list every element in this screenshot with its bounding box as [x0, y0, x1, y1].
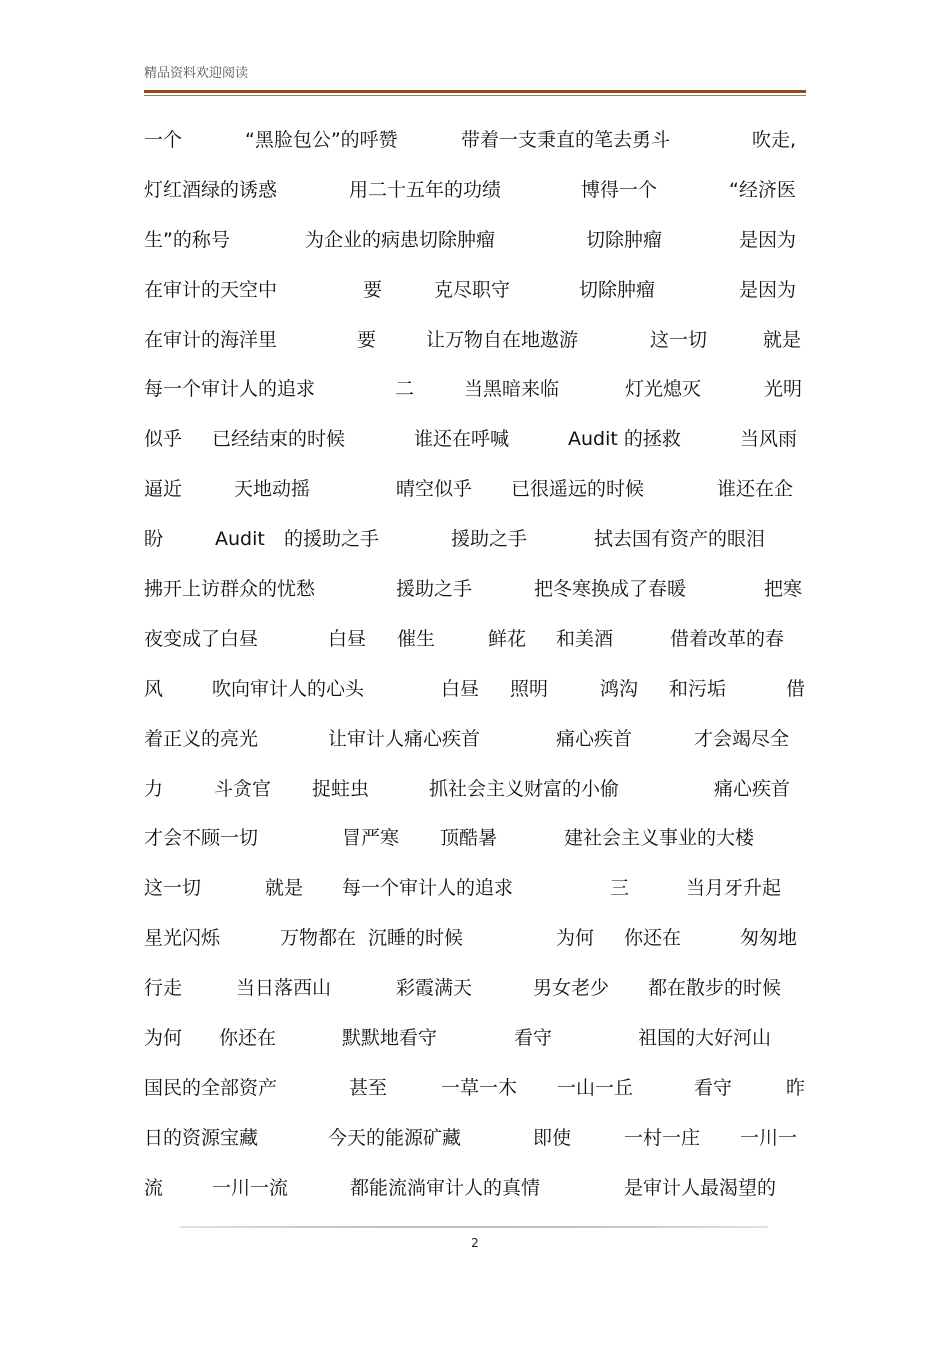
text-segment: 男女老少	[533, 977, 610, 1000]
text-segment: Audit	[215, 528, 265, 551]
text-segment: 这一切	[650, 328, 708, 351]
text-segment: 当月牙升起	[686, 877, 782, 900]
text-segment: 冒严寒	[342, 827, 400, 850]
text-segment: 援助之手	[451, 528, 528, 551]
header-rule-thin	[144, 95, 806, 96]
text-segment: 夜变成了白昼	[144, 627, 259, 650]
text-segment: 当黑暗来临	[464, 378, 560, 401]
text-line	[144, 316, 806, 366]
text-segment: 默默地看守	[342, 1027, 438, 1050]
text-segment: 一川一	[740, 1126, 798, 1149]
text-segment: 甚至	[349, 1076, 388, 1099]
text-segment: 你还在	[624, 927, 682, 950]
text-segment: 看守	[694, 1076, 733, 1099]
text-segment: 博得一个	[581, 178, 658, 201]
text-segment: 风	[144, 677, 164, 700]
text-segment: 生”的称号	[144, 228, 230, 251]
text-line	[144, 266, 806, 316]
text-segment: 二	[395, 378, 415, 401]
text-segment: 让审计人痛心疾首	[328, 727, 481, 750]
text-segment: 匆匆地	[740, 927, 798, 950]
text-segment: 灯红酒绿的诱惑	[144, 178, 278, 201]
text-segment: 看守	[514, 1027, 553, 1050]
text-segment: 灯光熄灭	[625, 378, 702, 401]
text-segment: 才会竭尽全	[694, 727, 790, 750]
footer-rule	[180, 1226, 768, 1228]
text-segment: 昨	[786, 1076, 806, 1099]
text-segment: 吹向审计人的心头	[212, 677, 365, 700]
text-segment: 三	[610, 877, 630, 900]
text-segment: 为企业的病患切除肿瘤	[305, 228, 496, 251]
text-segment: 让万物自在地遨游	[426, 328, 579, 351]
text-line	[144, 814, 806, 864]
text-segment: 逼近	[144, 478, 183, 501]
text-segment: 彩霞满天	[396, 977, 473, 1000]
text-segment: 照明	[510, 677, 549, 700]
text-segment: 痛心疾首	[556, 727, 633, 750]
text-segment: 是审计人最渴望的	[624, 1176, 777, 1199]
text-line	[144, 914, 806, 964]
text-segment: 光明	[764, 378, 803, 401]
text-segment: 斗贪官	[214, 777, 272, 800]
text-segment: 白昼	[328, 627, 367, 650]
text-segment: 就是	[265, 877, 304, 900]
text-segment: 日的资源宝藏	[144, 1126, 259, 1149]
text-segment: 一山一丘	[557, 1076, 634, 1099]
text-segment: 吹走,	[752, 129, 797, 151]
text-segment: 你还在	[219, 1027, 277, 1050]
text-segment: 谁还在企	[717, 478, 794, 501]
text-segment: 顶酷暑	[440, 827, 498, 850]
text-segment: 是因为	[739, 278, 797, 301]
text-segment: 已经结束的时候	[212, 428, 346, 451]
text-segment: 已很遥远的时候	[511, 478, 645, 501]
text-line	[144, 765, 806, 815]
text-segment: 盼	[144, 528, 164, 551]
text-segment: 每一个审计人的追求	[342, 877, 514, 900]
text-segment: 在审计的天空中	[144, 278, 278, 301]
text-segment: 援助之手	[396, 578, 473, 601]
text-line	[144, 166, 806, 216]
text-segment: 每一个审计人的追求	[144, 378, 316, 401]
text-segment: 借着改革的春	[670, 627, 785, 650]
text-segment: 建社会主义事业的大楼	[564, 827, 755, 850]
text-segment: 晴空似乎	[396, 478, 473, 501]
text-segment: 抓社会主义财富的小偷	[429, 777, 620, 800]
text-segment: 是因为	[739, 228, 797, 251]
text-segment: 痛心疾首	[714, 777, 791, 800]
text-segment: 今天的能源矿藏	[328, 1126, 462, 1149]
text-segment: “经济医	[729, 178, 796, 201]
text-segment: 祖国的大好河山	[638, 1027, 772, 1050]
text-segment: 当风雨	[740, 428, 798, 451]
text-segment: 一川一流	[212, 1176, 289, 1199]
text-segment: 带着一支秉直的笔去勇斗	[461, 129, 671, 151]
text-segment: 催生	[397, 627, 436, 650]
text-segment: 捉蛀虫	[312, 777, 370, 800]
text-segment: 一村一庄	[624, 1126, 701, 1149]
text-line	[144, 615, 806, 665]
text-segment: 为何	[144, 1027, 183, 1050]
text-line	[144, 864, 806, 914]
poem-body	[144, 116, 806, 1214]
text-segment: 都在散步的时候	[648, 977, 782, 1000]
text-line	[144, 515, 806, 565]
text-segment: 鲜花	[488, 627, 527, 650]
text-line	[144, 715, 806, 765]
text-line	[144, 116, 806, 166]
text-segment: 谁还在呼喊	[414, 428, 510, 451]
text-segment: 国民的全部资产	[144, 1076, 278, 1099]
text-segment: 才会不顾一切	[144, 827, 259, 850]
text-segment: 借	[786, 677, 806, 700]
text-segment: Audit 的拯救	[568, 428, 681, 451]
text-segment: 要	[357, 328, 377, 351]
text-segment: 一个	[144, 129, 183, 151]
text-segment: 切除肿瘤	[586, 228, 663, 251]
text-segment: 即使	[533, 1126, 572, 1149]
text-segment: 行走	[144, 977, 183, 1000]
text-segment: “黑脸包公”的呼赞	[245, 129, 398, 151]
text-line	[144, 465, 806, 515]
text-segment: 当日落西山	[236, 977, 332, 1000]
text-segment: 流	[144, 1176, 164, 1199]
text-line	[144, 1014, 806, 1064]
text-segment: 一草一木	[441, 1076, 518, 1099]
text-segment: 拭去国有资产的眼泪	[594, 528, 766, 551]
text-segment: 白昼	[441, 677, 480, 700]
header-rule	[144, 90, 806, 93]
text-segment: 克尽职守	[434, 278, 511, 301]
text-segment: 天地动摇	[234, 478, 311, 501]
text-line	[144, 1114, 806, 1164]
text-segment: 切除肿瘤	[579, 278, 656, 301]
text-line	[144, 365, 806, 415]
text-segment: 鸿沟	[600, 677, 639, 700]
text-line	[144, 216, 806, 266]
text-segment: 星光闪烁	[144, 927, 221, 950]
text-line	[144, 665, 806, 715]
text-segment: 要	[363, 278, 383, 301]
text-segment: 的援助之手	[284, 528, 380, 551]
text-segment: 把冬寒换成了春暖	[534, 578, 687, 601]
text-line	[144, 565, 806, 615]
text-line	[144, 964, 806, 1014]
text-segment: 拂开上访群众的忧愁	[144, 578, 316, 601]
text-segment: 万物都在	[280, 927, 357, 950]
text-segment: 力	[144, 777, 164, 800]
text-line	[144, 1164, 806, 1214]
text-segment: 和美酒	[556, 627, 614, 650]
text-line	[144, 415, 806, 465]
text-segment: 在审计的海洋里	[144, 328, 278, 351]
text-line	[144, 1064, 806, 1114]
text-segment: 和污垢	[669, 677, 727, 700]
text-segment: 把寒	[764, 578, 803, 601]
text-segment: 似乎	[144, 428, 183, 451]
text-segment: 都能流淌审计人的真情	[350, 1176, 541, 1199]
text-segment: 就是	[763, 328, 802, 351]
page-number: 2	[471, 1236, 479, 1250]
text-segment: 沉睡的时候	[368, 927, 464, 950]
text-segment: 这一切	[144, 877, 202, 900]
page-header: 精品资料欢迎阅读	[144, 66, 249, 81]
text-segment: 用二十五年的功绩	[349, 178, 502, 201]
text-segment: 着正义的亮光	[144, 727, 259, 750]
text-segment: 为何	[556, 927, 595, 950]
